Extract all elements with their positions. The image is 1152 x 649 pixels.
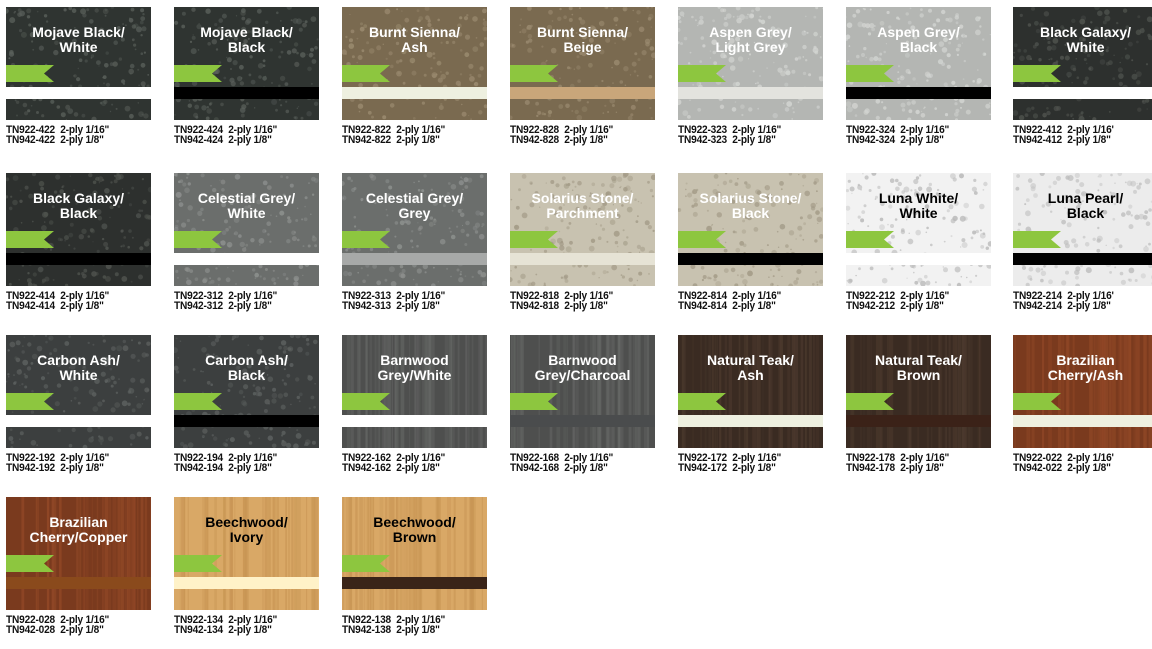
- product-codes: [678, 291, 828, 311]
- green-flag-icon: [6, 231, 54, 248]
- product-code-line: TN922-313 2-ply 1/16": [342, 291, 480, 301]
- swatch-card: [174, 497, 319, 649]
- core-color-stripe: [174, 415, 319, 427]
- product-codes: [678, 125, 828, 145]
- core-color-stripe: [510, 415, 655, 427]
- product-codes: [174, 291, 324, 311]
- swatch-name: [510, 191, 655, 221]
- core-color-stripe: [1013, 87, 1152, 99]
- swatch-name-line: Solarius Stone/: [678, 191, 823, 206]
- product-codes: [174, 615, 324, 635]
- product-codes: [510, 453, 660, 473]
- core-color-stripe: [6, 577, 151, 589]
- swatch-name-line: White: [6, 40, 151, 55]
- swatch-name-line: Natural Teak/: [678, 353, 823, 368]
- swatch-name-line: Ash: [678, 368, 823, 383]
- product-code-line: TN922-814 2-ply 1/16": [678, 291, 816, 301]
- swatch-name: [1013, 25, 1152, 55]
- swatch-name-line: Black: [6, 206, 151, 221]
- swatch-sample: [6, 335, 151, 448]
- product-code-line: TN922-022 2-ply 1/16': [1013, 453, 1151, 463]
- swatch-name: [678, 353, 823, 383]
- swatch-sample: [846, 335, 991, 448]
- swatch-card: [174, 335, 319, 487]
- product-codes: [6, 453, 156, 473]
- swatch-name: [174, 25, 319, 55]
- swatch-name-line: Burnt Sienna/: [510, 25, 655, 40]
- product-code-line: TN942-412 2-ply 1/8": [1013, 135, 1151, 145]
- core-color-stripe: [342, 87, 487, 99]
- core-color-stripe: [174, 253, 319, 265]
- swatch-sample: [342, 497, 487, 610]
- green-flag-icon: [174, 65, 222, 82]
- swatch-name-line: Natural Teak/: [846, 353, 991, 368]
- green-flag-icon: [174, 231, 222, 248]
- swatch-name-line: White: [1013, 40, 1152, 55]
- swatch-name: [846, 191, 991, 221]
- product-codes: [6, 291, 156, 311]
- swatch-card: [342, 173, 487, 325]
- swatch-card: [510, 335, 655, 487]
- green-flag-icon: [510, 65, 558, 82]
- product-code-line: TN942-138 2-ply 1/8": [342, 625, 480, 635]
- product-codes: [342, 453, 492, 473]
- product-code-line: TN922-422 2-ply 1/16": [6, 125, 144, 135]
- product-codes: [342, 125, 492, 145]
- swatch-name-line: White: [174, 206, 319, 221]
- green-flag-icon: [678, 393, 726, 410]
- product-code-line: TN942-814 2-ply 1/8": [678, 301, 816, 311]
- product-code-line: TN942-822 2-ply 1/8": [342, 135, 480, 145]
- product-code-line: TN942-192 2-ply 1/8": [6, 463, 144, 473]
- green-flag-icon: [342, 65, 390, 82]
- swatch-card: [342, 497, 487, 649]
- green-flag-icon: [6, 65, 54, 82]
- core-color-stripe: [846, 415, 991, 427]
- core-color-stripe: [678, 415, 823, 427]
- product-code-line: TN922-818 2-ply 1/16": [510, 291, 648, 301]
- core-color-stripe: [846, 253, 991, 265]
- core-color-stripe: [174, 577, 319, 589]
- swatch-name: [678, 25, 823, 55]
- swatch-name-line: Parchment: [510, 206, 655, 221]
- swatch-name-line: Carbon Ash/: [174, 353, 319, 368]
- product-code-line: TN942-313 2-ply 1/8": [342, 301, 480, 311]
- swatch-card: [846, 335, 991, 487]
- product-codes: [510, 291, 660, 311]
- swatch-sample: [1013, 335, 1152, 448]
- swatch-sample: [174, 497, 319, 610]
- swatch-sample: [510, 173, 655, 286]
- swatch-name: [846, 25, 991, 55]
- product-codes: [846, 125, 996, 145]
- product-codes: [510, 125, 660, 145]
- product-code-line: TN942-414 2-ply 1/8": [6, 301, 144, 311]
- product-code-line: TN922-822 2-ply 1/16": [342, 125, 480, 135]
- product-code-line: TN922-192 2-ply 1/16": [6, 453, 144, 463]
- swatch-name-line: Luna White/: [846, 191, 991, 206]
- swatch-name-line: Brazilian: [6, 515, 151, 530]
- green-flag-icon: [510, 231, 558, 248]
- core-color-stripe: [6, 253, 151, 265]
- swatch-name: [6, 353, 151, 383]
- swatch-name-line: Cherry/Ash: [1013, 368, 1152, 383]
- product-code-line: TN942-422 2-ply 1/8": [6, 135, 144, 145]
- green-flag-icon: [846, 231, 894, 248]
- swatch-name-line: Black: [174, 40, 319, 55]
- green-flag-icon: [342, 555, 390, 572]
- swatch-name: [342, 515, 487, 545]
- swatch-name-line: Solarius Stone/: [510, 191, 655, 206]
- product-codes: [1013, 291, 1152, 311]
- product-code-line: TN922-028 2-ply 1/16": [6, 615, 144, 625]
- product-code-line: TN942-312 2-ply 1/8": [174, 301, 312, 311]
- product-codes: [342, 615, 492, 635]
- green-flag-icon: [1013, 393, 1061, 410]
- swatch-card: [342, 7, 487, 159]
- swatch-name-line: Barnwood: [510, 353, 655, 368]
- green-flag-icon: [1013, 231, 1061, 248]
- core-color-stripe: [342, 577, 487, 589]
- product-code-line: TN922-828 2-ply 1/16": [510, 125, 648, 135]
- product-code-line: TN922-162 2-ply 1/16": [342, 453, 480, 463]
- swatch-name-line: Grey: [342, 206, 487, 221]
- product-codes: [1013, 453, 1152, 473]
- product-codes: [174, 125, 324, 145]
- swatch-sample: [678, 7, 823, 120]
- swatch-name: [6, 25, 151, 55]
- swatch-sample: [174, 7, 319, 120]
- swatch-name-line: Light Grey: [678, 40, 823, 55]
- product-code-line: TN942-168 2-ply 1/8": [510, 463, 648, 473]
- swatch-name: [1013, 353, 1152, 383]
- swatch-name: [678, 191, 823, 221]
- product-code-line: TN922-414 2-ply 1/16": [6, 291, 144, 301]
- swatch-name-line: Black: [174, 368, 319, 383]
- core-color-stripe: [342, 253, 487, 265]
- product-code-line: TN942-424 2-ply 1/8": [174, 135, 312, 145]
- swatch-name-line: Cherry/Copper: [6, 530, 151, 545]
- product-code-line: TN922-212 2-ply 1/16": [846, 291, 984, 301]
- product-code-line: TN942-028 2-ply 1/8": [6, 625, 144, 635]
- swatch-card: [510, 7, 655, 159]
- swatch-name: [510, 353, 655, 383]
- product-codes: [846, 291, 996, 311]
- swatch-name: [174, 515, 319, 545]
- green-flag-icon: [1013, 65, 1061, 82]
- swatch-sample: [6, 497, 151, 610]
- swatch-card: [174, 173, 319, 325]
- green-flag-icon: [846, 65, 894, 82]
- green-flag-icon: [342, 393, 390, 410]
- swatch-sample: [174, 335, 319, 448]
- swatch-name: [174, 353, 319, 383]
- core-color-stripe: [342, 415, 487, 427]
- swatch-name-line: Barnwood: [342, 353, 487, 368]
- swatch-name-line: Ash: [342, 40, 487, 55]
- product-code-line: TN922-214 2-ply 1/16': [1013, 291, 1151, 301]
- product-code-line: TN922-194 2-ply 1/16": [174, 453, 312, 463]
- swatch-name-line: Black Galaxy/: [6, 191, 151, 206]
- green-flag-icon: [6, 555, 54, 572]
- swatch-sample: [846, 7, 991, 120]
- green-flag-icon: [342, 231, 390, 248]
- swatch-sample: [6, 173, 151, 286]
- swatch-name: [6, 515, 151, 545]
- green-flag-icon: [174, 555, 222, 572]
- swatch-card: [1013, 335, 1152, 487]
- product-codes: [678, 453, 828, 473]
- swatch-card: [678, 7, 823, 159]
- product-code-line: TN922-172 2-ply 1/16": [678, 453, 816, 463]
- swatch-name: [6, 191, 151, 221]
- core-color-stripe: [6, 87, 151, 99]
- product-code-line: TN942-818 2-ply 1/8": [510, 301, 648, 311]
- swatch-name-line: Mojave Black/: [6, 25, 151, 40]
- swatch-name-line: Beechwood/: [174, 515, 319, 530]
- swatch-name-line: Black: [1013, 206, 1152, 221]
- swatch-card: [510, 173, 655, 325]
- swatch-name-line: Mojave Black/: [174, 25, 319, 40]
- swatch-sample: [510, 335, 655, 448]
- swatch-name-line: Burnt Sienna/: [342, 25, 487, 40]
- swatch-name: [510, 25, 655, 55]
- swatch-card: [174, 7, 319, 159]
- swatch-card: [6, 335, 151, 487]
- product-code-line: TN922-324 2-ply 1/16": [846, 125, 984, 135]
- swatch-sample: [174, 173, 319, 286]
- core-color-stripe: [678, 253, 823, 265]
- swatch-sample: [6, 7, 151, 120]
- swatch-name-line: Grey/Charcoal: [510, 368, 655, 383]
- product-codes: [342, 291, 492, 311]
- product-code-line: TN942-172 2-ply 1/8": [678, 463, 816, 473]
- swatch-name-line: White: [6, 368, 151, 383]
- swatch-sample: [678, 173, 823, 286]
- product-code-line: TN942-324 2-ply 1/8": [846, 135, 984, 145]
- swatch-sample: [678, 335, 823, 448]
- swatch-card: [846, 7, 991, 159]
- swatch-sample: [1013, 7, 1152, 120]
- swatch-name-line: Black: [678, 206, 823, 221]
- swatch-name-line: Black Galaxy/: [1013, 25, 1152, 40]
- green-flag-icon: [174, 393, 222, 410]
- swatch-card: [6, 7, 151, 159]
- product-code-line: TN922-412 2-ply 1/16': [1013, 125, 1151, 135]
- product-code-line: TN942-134 2-ply 1/8": [174, 625, 312, 635]
- swatch-name-line: Brown: [342, 530, 487, 545]
- product-code-line: TN922-323 2-ply 1/16": [678, 125, 816, 135]
- swatch-card: [6, 173, 151, 325]
- swatch-card: [1013, 173, 1152, 325]
- swatch-name: [342, 25, 487, 55]
- swatch-sample: [342, 173, 487, 286]
- swatch-name-line: Luna Pearl/: [1013, 191, 1152, 206]
- product-code-line: TN942-212 2-ply 1/8": [846, 301, 984, 311]
- core-color-stripe: [846, 87, 991, 99]
- swatch-card: [342, 335, 487, 487]
- swatch-name-line: Aspen Grey/: [846, 25, 991, 40]
- product-codes: [1013, 125, 1152, 145]
- swatch-name-line: Beechwood/: [342, 515, 487, 530]
- swatch-card: [1013, 7, 1152, 159]
- swatch-sample: [510, 7, 655, 120]
- core-color-stripe: [510, 253, 655, 265]
- swatch-name-line: Grey/White: [342, 368, 487, 383]
- swatch-card: [6, 497, 151, 649]
- core-color-stripe: [6, 415, 151, 427]
- swatch-name: [1013, 191, 1152, 221]
- core-color-stripe: [678, 87, 823, 99]
- product-codes: [846, 453, 996, 473]
- swatch-name: [846, 353, 991, 383]
- swatch-name: [342, 191, 487, 221]
- swatch-name-line: Brown: [846, 368, 991, 383]
- product-code-line: TN942-828 2-ply 1/8": [510, 135, 648, 145]
- green-flag-icon: [846, 393, 894, 410]
- core-color-stripe: [1013, 415, 1152, 427]
- core-color-stripe: [510, 87, 655, 99]
- product-code-line: TN922-138 2-ply 1/16": [342, 615, 480, 625]
- product-code-line: TN942-022 2-ply 1/8": [1013, 463, 1151, 473]
- green-flag-icon: [6, 393, 54, 410]
- core-color-stripe: [174, 87, 319, 99]
- swatch-name: [342, 353, 487, 383]
- swatch-name-line: Celestial Grey/: [342, 191, 487, 206]
- product-code-line: TN922-134 2-ply 1/16": [174, 615, 312, 625]
- swatch-name-line: Carbon Ash/: [6, 353, 151, 368]
- swatch-card: [678, 335, 823, 487]
- product-code-line: TN922-178 2-ply 1/16": [846, 453, 984, 463]
- swatch-card: [678, 173, 823, 325]
- swatch-sample: [342, 7, 487, 120]
- swatch-name-line: Beige: [510, 40, 655, 55]
- product-code-line: TN942-323 2-ply 1/8": [678, 135, 816, 145]
- green-flag-icon: [678, 231, 726, 248]
- product-code-line: TN922-424 2-ply 1/16": [174, 125, 312, 135]
- swatch-sample: [342, 335, 487, 448]
- product-code-line: TN922-168 2-ply 1/16": [510, 453, 648, 463]
- swatch-sample: [846, 173, 991, 286]
- product-codes: [6, 615, 156, 635]
- swatch-name-line: Aspen Grey/: [678, 25, 823, 40]
- swatch-name-line: Ivory: [174, 530, 319, 545]
- swatch-name-line: Celestial Grey/: [174, 191, 319, 206]
- swatch-sample: [1013, 173, 1152, 286]
- core-color-stripe: [1013, 253, 1152, 265]
- swatch-name-line: Black: [846, 40, 991, 55]
- swatch-name: [174, 191, 319, 221]
- swatch-name-line: White: [846, 206, 991, 221]
- product-code-line: TN942-178 2-ply 1/8": [846, 463, 984, 473]
- product-code-line: TN942-194 2-ply 1/8": [174, 463, 312, 473]
- green-flag-icon: [510, 393, 558, 410]
- swatch-name-line: Brazilian: [1013, 353, 1152, 368]
- swatch-card: [846, 173, 991, 325]
- product-code-line: TN942-162 2-ply 1/8": [342, 463, 480, 473]
- product-code-line: TN922-312 2-ply 1/16": [174, 291, 312, 301]
- product-codes: [6, 125, 156, 145]
- product-codes: [174, 453, 324, 473]
- green-flag-icon: [678, 65, 726, 82]
- product-code-line: TN942-214 2-ply 1/8": [1013, 301, 1151, 311]
